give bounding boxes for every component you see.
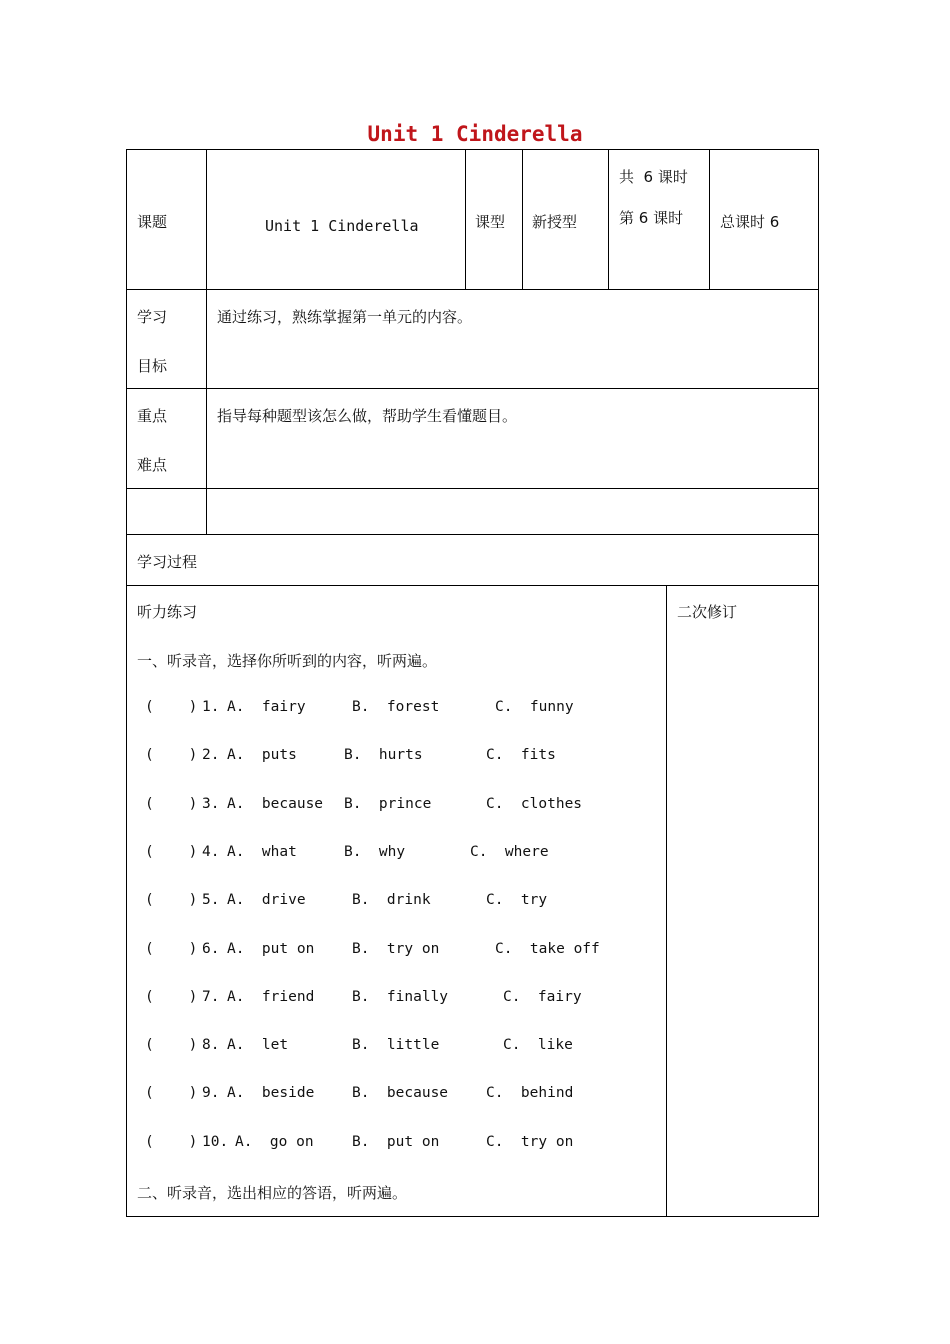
answer-bracket: ( ) bbox=[145, 1037, 198, 1053]
subject-label: 课题 bbox=[137, 213, 168, 231]
key-points-text: 指导每种题型该怎么做，帮助学生看懂题目。 bbox=[217, 407, 518, 425]
col-divider-subject bbox=[465, 149, 466, 290]
document-title: Unit 1 Cinderella bbox=[367, 122, 583, 146]
table-bottom-border bbox=[126, 1216, 819, 1217]
option-c: C. try bbox=[486, 892, 548, 908]
option-b: B. drink bbox=[352, 892, 431, 908]
goals-label-1: 学习 bbox=[137, 308, 168, 326]
key-points-label-1: 重点 bbox=[137, 407, 168, 425]
col-divider-revision bbox=[666, 585, 667, 1217]
option-c: C. funny bbox=[495, 699, 574, 715]
option-c: C. where bbox=[470, 844, 549, 860]
total-lessons: 共 6 课时 bbox=[619, 168, 688, 186]
table-top-border bbox=[126, 149, 819, 150]
option-b: B. why bbox=[344, 844, 406, 860]
answer-bracket: ( ) bbox=[145, 747, 198, 763]
option-b: B. little bbox=[352, 1037, 440, 1053]
question-number: 2. bbox=[202, 747, 220, 763]
option-a: A. beside bbox=[227, 1085, 315, 1101]
row-divider-1 bbox=[126, 289, 819, 290]
question-number: 8. bbox=[202, 1037, 220, 1053]
question-number: 10. bbox=[202, 1134, 229, 1150]
option-b: B. forest bbox=[352, 699, 440, 715]
option-a: A. because bbox=[227, 796, 324, 812]
option-c: C. try on bbox=[486, 1134, 574, 1150]
option-a: A. let bbox=[227, 1037, 289, 1053]
answer-bracket: ( ) bbox=[145, 941, 198, 957]
answer-bracket: ( ) bbox=[145, 796, 198, 812]
answer-bracket: ( ) bbox=[145, 892, 198, 908]
question-number: 5. bbox=[202, 892, 220, 908]
option-b: B. put on bbox=[352, 1134, 440, 1150]
option-c: C. fairy bbox=[503, 989, 582, 1005]
row-divider-5 bbox=[126, 585, 819, 586]
row-divider-2 bbox=[126, 388, 819, 389]
option-c: C. like bbox=[503, 1037, 573, 1053]
answer-bracket: ( ) bbox=[145, 699, 198, 715]
question-number: 4. bbox=[202, 844, 220, 860]
answer-bracket: ( ) bbox=[145, 1134, 198, 1150]
answer-bracket: ( ) bbox=[145, 1085, 198, 1101]
option-c: C. fits bbox=[486, 747, 556, 763]
question-number: 7. bbox=[202, 989, 220, 1005]
part2-instruction: 二、听录音，选出相应的答语，听两遍。 bbox=[137, 1184, 408, 1202]
col-divider-type-label bbox=[522, 149, 523, 290]
row-divider-3 bbox=[126, 488, 819, 489]
subject-value: Unit 1 Cinderella bbox=[265, 217, 419, 235]
question-number: 1. bbox=[202, 699, 220, 715]
part1-instruction: 一、听录音，选择你所听到的内容，听两遍。 bbox=[137, 652, 438, 670]
table-left-border bbox=[126, 149, 127, 1217]
revision-label: 二次修订 bbox=[677, 603, 738, 621]
listening-heading: 听力练习 bbox=[137, 603, 198, 621]
option-c: C. behind bbox=[486, 1085, 574, 1101]
overall-lessons: 总课时 6 bbox=[720, 213, 780, 231]
option-a: A. go on bbox=[235, 1134, 314, 1150]
option-a: A. fairy bbox=[227, 699, 306, 715]
option-b: B. hurts bbox=[344, 747, 423, 763]
option-c: C. take off bbox=[495, 941, 600, 957]
goals-text: 通过练习，熟练掌握第一单元的内容。 bbox=[217, 308, 473, 326]
option-a: A. puts bbox=[227, 747, 297, 763]
option-a: A. put on bbox=[227, 941, 315, 957]
question-number: 3. bbox=[202, 796, 220, 812]
option-a: A. friend bbox=[227, 989, 315, 1005]
option-b: B. prince bbox=[344, 796, 432, 812]
row-divider-4 bbox=[126, 534, 819, 535]
option-a: A. drive bbox=[227, 892, 306, 908]
answer-bracket: ( ) bbox=[145, 844, 198, 860]
process-label: 学习过程 bbox=[137, 553, 198, 571]
option-b: B. because bbox=[352, 1085, 449, 1101]
col-divider-type-value bbox=[608, 149, 609, 290]
option-b: B. try on bbox=[352, 941, 440, 957]
key-points-label-2: 难点 bbox=[137, 456, 168, 474]
table-right-border bbox=[818, 149, 819, 1217]
goals-label-2: 目标 bbox=[137, 357, 168, 375]
question-number: 6. bbox=[202, 941, 220, 957]
type-label: 课型 bbox=[475, 213, 506, 231]
col-divider-lessons bbox=[709, 149, 710, 290]
answer-bracket: ( ) bbox=[145, 989, 198, 1005]
col-divider-label bbox=[206, 149, 207, 535]
question-number: 9. bbox=[202, 1085, 220, 1101]
type-value: 新授型 bbox=[532, 213, 578, 231]
option-b: B. finally bbox=[352, 989, 449, 1005]
option-c: C. clothes bbox=[486, 796, 583, 812]
option-a: A. what bbox=[227, 844, 297, 860]
lesson-number: 第 6 课时 bbox=[619, 209, 684, 227]
